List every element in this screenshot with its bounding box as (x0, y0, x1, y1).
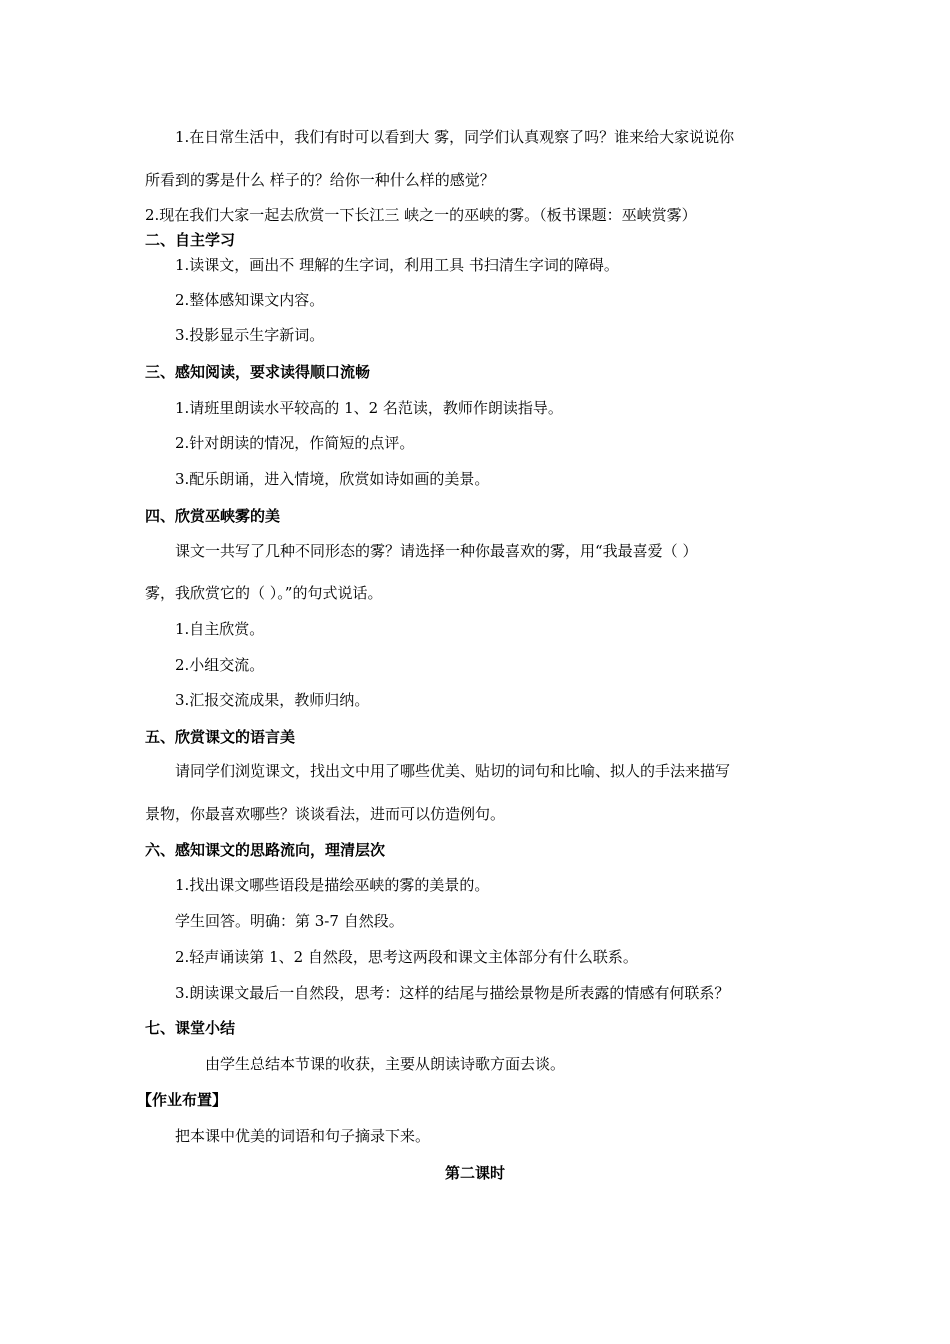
homework-heading: 【作业布置】 (137, 1091, 228, 1109)
section3-item-3: 3.配乐朗诵，进入情境，欣赏如诗如画的美景。 (175, 470, 490, 488)
section5-para-line1: 请同学们浏览课文，找出文中用了哪些优美、贴切的词句和比喻、拟人的手法来描写 (175, 762, 731, 780)
section6-item-2: 学生回答。明确：第 3-7 自然段。 (175, 912, 404, 930)
section3-item-1: 1.请班里朗读水平较高的 1、2 名范读，教师作朗读指导。 (175, 399, 563, 417)
section6-item-3: 2.轻声诵读第 1、2 自然段，思考这两段和课文主体部分有什么联系。 (175, 948, 638, 966)
section4-para-line1: 课文一共写了几种不同形态的雾？请选择一种你最喜欢的雾，用“我最喜爱（ ） (175, 542, 698, 560)
section2-item-3: 3.投影显示生字新词。 (175, 326, 325, 344)
section5-para-line2: 景物，你最喜欢哪些？谈谈看法，进而可以仿造例句。 (145, 805, 506, 823)
intro-p1-line2: 所看到的雾是什么 样子的？给你一种什么样的感觉？ (145, 171, 495, 189)
section-heading-7: 七、课堂小结 (145, 1019, 236, 1037)
homework-para: 把本课中优美的词语和句子摘录下来。 (175, 1127, 431, 1145)
section4-para-line2: 雾，我欣赏它的（ ）。”的句式说话。 (145, 584, 383, 602)
section6-item-1: 1.找出课文哪些语段是描绘巫峡的雾的美景的。 (175, 876, 490, 894)
intro-p2: 2.现在我们大家一起去欣赏一下长江三 峡之一的巫峡的雾。（板书课题：巫峡赏雾） (145, 206, 697, 224)
intro-p1-line1: 1.在日常生活中，我们有时可以看到大 雾，同学们认真观察了吗？谁来给大家说说你 (175, 128, 735, 146)
section2-item-1: 1.读课文，画出不 理解的生字词，利用工具 书扫清生字词的障碍。 (175, 256, 619, 274)
section-heading-4: 四、欣赏巫峡雾的美 (145, 507, 281, 525)
section-heading-3: 三、感知阅读，要求读得顺口流畅 (145, 363, 371, 381)
section7-para: 由学生总结本节课的收获，主要从朗读诗歌方面去谈。 (205, 1055, 566, 1073)
section4-item-2: 2.小组交流。 (175, 656, 265, 674)
section-heading-5: 五、欣赏课文的语言美 (145, 728, 296, 746)
section3-item-2: 2.针对朗读的情况，作简短的点评。 (175, 434, 415, 452)
section-heading-2: 二、自主学习 (145, 231, 236, 249)
section2-item-2: 2.整体感知课文内容。 (175, 291, 325, 309)
next-lesson-title: 第二课时 (444, 1164, 505, 1182)
section4-item-1: 1.自主欣赏。 (175, 620, 265, 638)
section-heading-6: 六、感知课文的思路流向，理清层次 (145, 841, 386, 859)
section4-item-3: 3.汇报交流成果，教师归纳。 (175, 691, 370, 709)
section6-item-4: 3.朗读课文最后一自然段，思考：这样的结尾与描绘景物是所表露的情感有何联系？ (175, 984, 730, 1002)
